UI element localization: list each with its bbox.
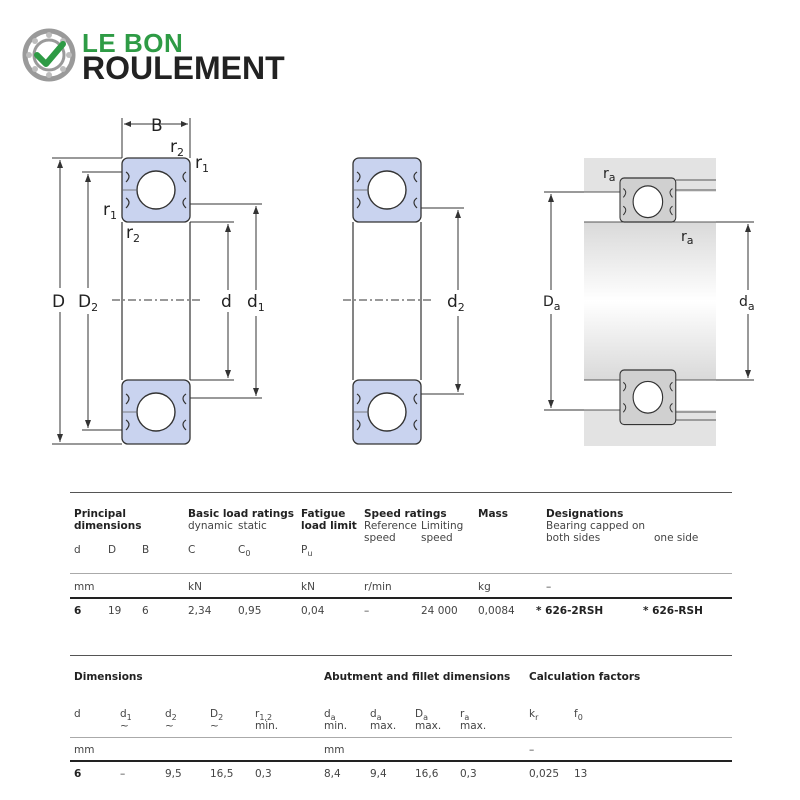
h-dynamic: dynamic (188, 520, 233, 532)
row2-ra: 0,3 (460, 768, 477, 780)
row2-d: 6 (74, 768, 82, 780)
s2-da2: $d_a$ (370, 708, 382, 723)
q2-tilde2: ~ (165, 720, 174, 732)
unit-kN: kN (188, 581, 202, 593)
row-B: 6 (142, 605, 149, 617)
u2-mm: mm (74, 744, 95, 756)
s2-Da: $D_a$ (415, 708, 428, 723)
row2-kr: 0,025 (529, 768, 560, 780)
h2-dimensions: Dimensions (74, 671, 143, 683)
sym-Pu: $P_u$ (301, 544, 313, 559)
row-C: 2,34 (188, 605, 212, 617)
h-oneside: one side (654, 532, 699, 544)
q2-min2: min. (324, 720, 348, 732)
sym-C: C (188, 544, 196, 556)
row-ref: – (364, 605, 370, 617)
label-ra-right: $r_a$ (681, 229, 694, 247)
s2-kr: $k_r$ (529, 708, 539, 723)
unit-kN2: kN (301, 581, 315, 593)
row-lim: 24 000 (421, 605, 458, 617)
label-D: D (52, 292, 66, 312)
q2-tilde1: ~ (120, 720, 129, 732)
row-both[interactable]: * 626-2RSH (536, 605, 604, 617)
row2-d2: 9,5 (165, 768, 182, 780)
sym-d: d (74, 544, 81, 556)
row2-f0: 13 (574, 768, 588, 780)
sym-D: D (108, 544, 117, 556)
row-C0: 0,95 (238, 605, 262, 617)
logo-line1: LE BON (82, 28, 184, 58)
h-basic: Basic load ratings (188, 508, 295, 520)
h-speed: Speed ratings (364, 508, 447, 520)
row2-da: 8,4 (324, 768, 341, 780)
label-Da: $D_a$ (543, 294, 561, 313)
h-principal: Principal (74, 508, 126, 520)
label-B: B (151, 116, 163, 136)
q2-min1: min. (255, 720, 279, 732)
q2-tilde3: ~ (210, 720, 219, 732)
row2-Da: 16,6 (415, 768, 439, 780)
s2-ra: $r_a$ (460, 708, 470, 723)
h-reference: Reference (364, 520, 417, 532)
s2-D2: $D_2$ (210, 708, 224, 723)
u2-mm2: mm (324, 744, 345, 756)
unit-mm: mm (74, 581, 95, 593)
label-r2-bottom: $r_2$ (126, 223, 140, 245)
row2-d1: – (120, 768, 126, 780)
h-fatigue: Fatigue (301, 508, 346, 520)
label-d2: $d_2$ (447, 292, 465, 314)
h2-calc: Calculation factors (529, 671, 641, 683)
row-d: 6 (74, 605, 82, 617)
h-refspeed: speed (364, 532, 396, 544)
label-r1-bottom: $r_1$ (103, 200, 117, 222)
logo-line2: ROULEMENT (82, 50, 285, 86)
h-bothsides: both sides (546, 532, 601, 544)
q2-max2: max. (415, 720, 442, 732)
row2-D2: 16,5 (210, 768, 234, 780)
h-loadlimit: load limit (301, 520, 357, 532)
row2-r12: 0,3 (255, 768, 272, 780)
h-limspeed: speed (421, 532, 453, 544)
row-one[interactable]: * 626-RSH (643, 605, 703, 617)
label-D2: $D_2$ (78, 292, 99, 314)
s2-d: d (74, 708, 81, 720)
unit-kg: kg (478, 581, 491, 593)
q2-max3: max. (460, 720, 487, 732)
label-d: d (221, 292, 232, 312)
label-r1-top: $r_1$ (195, 153, 209, 175)
h-capped: Bearing capped on (546, 520, 646, 532)
h2-abutment: Abutment and fillet dimensions (324, 671, 511, 683)
h-static: static (238, 520, 267, 532)
s2-f0: $f_0$ (574, 708, 583, 723)
h-designations: Designations (546, 508, 624, 520)
sym-B: B (142, 544, 150, 556)
label-da: $d_a$ (739, 294, 755, 313)
unit-dash: – (546, 581, 552, 593)
label-r2-top: $r_2$ (170, 137, 184, 159)
label-ra-top: $r_a$ (603, 166, 616, 184)
s2-r12: $r_{1,2}$ (255, 708, 273, 723)
unit-rmin: r/min (364, 581, 392, 593)
s2-d1: $d_1$ (120, 708, 132, 723)
q2-max1: max. (370, 720, 397, 732)
h-dimensions: dimensions (74, 520, 142, 532)
h-limiting: Limiting (421, 520, 464, 532)
sym-C0: $C_0$ (238, 544, 251, 559)
u2-dash: – (529, 744, 535, 756)
s2-d2: $d_2$ (165, 708, 177, 723)
label-d1: $d_1$ (247, 292, 265, 314)
row-Pu: 0,04 (301, 605, 325, 617)
h-mass: Mass (478, 508, 509, 520)
row2-da-max: 9,4 (370, 768, 387, 780)
row-D: 19 (108, 605, 122, 617)
row-mass: 0,0084 (478, 605, 515, 617)
s2-da: $d_a$ (324, 708, 336, 723)
